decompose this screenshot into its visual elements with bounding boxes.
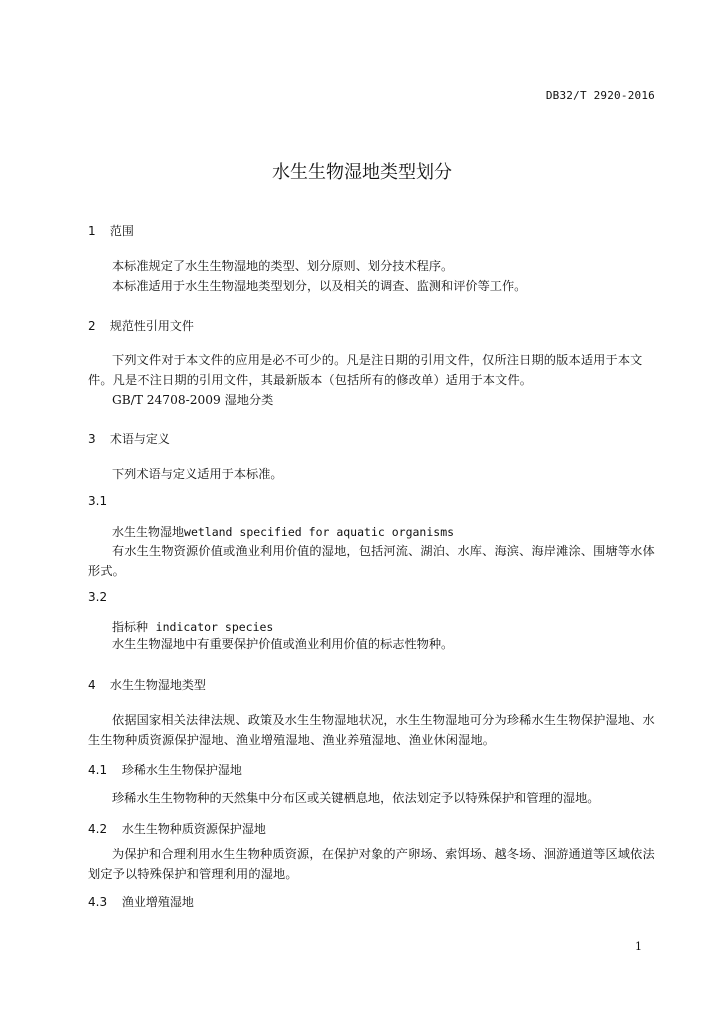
section-title: 珍稀水生生物保护湿地 <box>121 763 242 777</box>
page-number: 1 <box>635 940 642 953</box>
section-4-2-heading <box>88 820 266 837</box>
section-title: 水生生物种质资源保护湿地 <box>121 822 266 836</box>
section-2-heading <box>88 317 194 334</box>
section-number: 4.2 <box>88 822 108 836</box>
section-title: 范围 <box>109 224 134 238</box>
term-3-2 <box>112 618 273 635</box>
term-3-2-definition: 水生生物湿地中有重要保护价值或渔业利用价值的标志性物种。 <box>112 637 454 651</box>
section-1-heading <box>88 222 134 239</box>
section-number: 4 <box>88 678 96 692</box>
section-3-paragraph: 下列术语与定义适用于本标准。 <box>112 467 283 481</box>
section-title: 水生生物湿地类型 <box>109 678 206 692</box>
section-number: 4.3 <box>88 895 108 909</box>
term-3-2-number: 3.2 <box>88 590 108 604</box>
section-2-paragraph: 下列文件对于本文件的应用是必不可少的。凡是注日期的引用文件，仅所注日期的版本适用于本文件。凡是不注日期的引用文件，其最新版本（包括所有的修改单）适用于本文件。 <box>88 353 643 387</box>
section-title: 规范性引用文件 <box>109 319 194 333</box>
section-4-paragraph: 依据国家相关法律法规、政策及水生生物湿地状况，水生生物湿地可分为珍稀水生生物保护湿地、水生生物种质资源保护湿地、渔业增殖湿地、渔业养殖湿地、渔业休闲湿地。 <box>88 713 655 747</box>
term-chinese: 指标种 <box>112 620 149 634</box>
section-1-paragraph-1: 本标准规定了水生生物湿地的类型、划分原则、划分技术程序。 <box>112 259 454 273</box>
term-english: indicator species <box>155 620 274 634</box>
section-4-2-paragraph: 为保护和合理利用水生生物种质资源，在保护对象的产卵场、索饵场、越冬场、洄游通道等区域依法划定予以特殊保护和管理利用的湿地。 <box>88 847 655 881</box>
section-4-1-paragraph: 珍稀水生生物物种的天然集中分布区或关键栖息地，依法划定予以特殊保护和管理的湿地。 <box>112 791 600 805</box>
section-title: 术语与定义 <box>109 432 170 446</box>
section-number: 1 <box>88 224 96 238</box>
normative-reference: GB/T 24708-2009 湿地分类 <box>112 393 274 407</box>
term-english: wetland specified for aquatic organisms <box>184 525 455 539</box>
term-chinese: 水生生物湿地 <box>112 525 185 539</box>
section-number: 4.1 <box>88 763 108 777</box>
section-4-1-heading <box>88 761 242 778</box>
section-title: 渔业增殖湿地 <box>121 895 194 909</box>
term-3-1-number: 3.1 <box>88 494 108 508</box>
term-3-1 <box>112 523 454 540</box>
section-1-paragraph-2: 本标准适用于水生生物湿地类型划分，以及相关的调查、监测和评价等工作。 <box>112 279 527 293</box>
term-3-1-definition: 有水生生物资源价值或渔业利用价值的湿地，包括河流、湖泊、水库、海滨、海岸滩涂、围塘等水体形式。 <box>88 544 655 578</box>
document-title: 水生生物湿地类型划分 <box>272 162 452 183</box>
section-number: 2 <box>88 319 96 333</box>
section-4-heading <box>88 676 206 693</box>
section-number: 3 <box>88 432 96 446</box>
section-4-3-heading <box>88 893 194 910</box>
section-3-heading <box>88 430 170 447</box>
standard-code: DB32/T 2920-2016 <box>545 89 655 102</box>
